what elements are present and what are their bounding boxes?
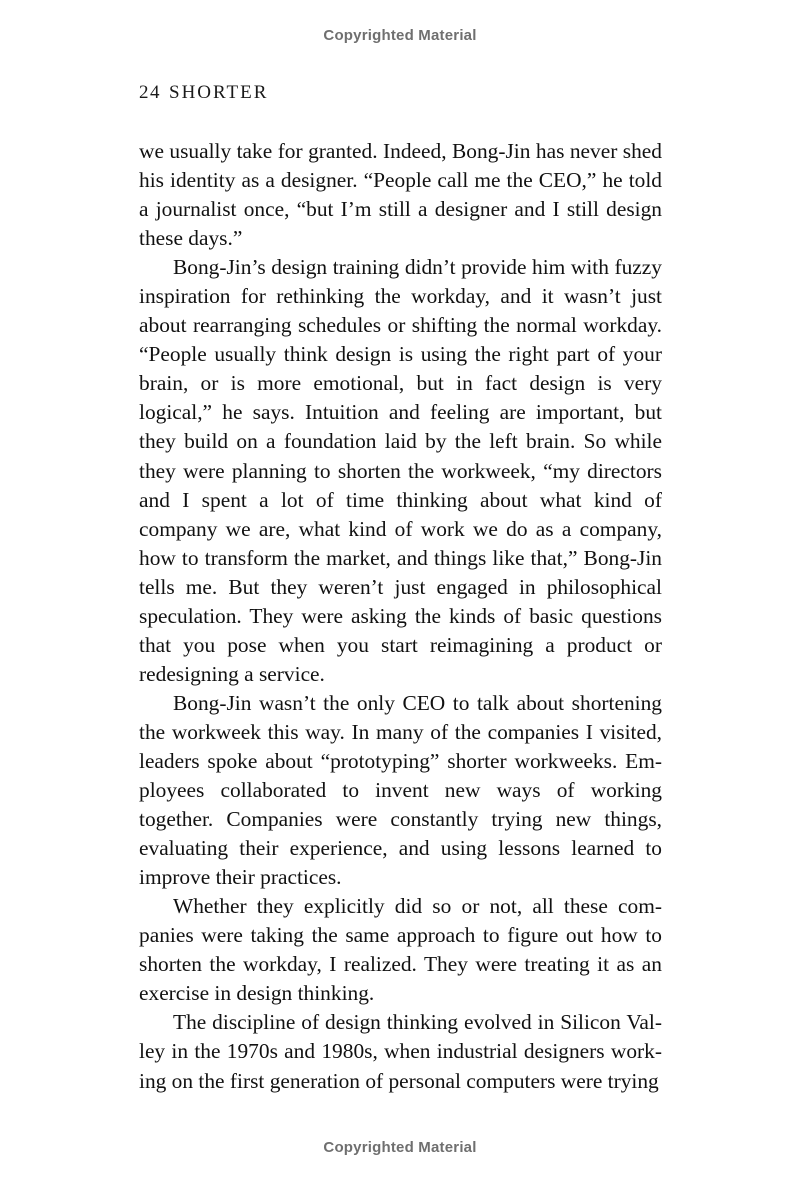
body-text <box>139 137 662 1096</box>
paragraph-2: Bong-Jin’s design training didn’t provide him with fuzzy inspiration for rethinking the workday, and it wasn’t just about rearranging schedules or shifting the normal workday. “People usually think design is using the right part of your brain, or is more emotional, but in fact design is very logical,” he says. Intuition and feeling are important, but they build on a foundation laid by the left brain. So while they were planning to shorten the workweek, “my directors and I spent a lot of time thinking about what kind of company we are, what kind of work we do as a company, how to transform the market, and things like that,” Bong-Jin tells me. But they weren’t just engaged in philosophical speculation. They were asking the kinds of basic questions that you pose when you start reimagining a product or redesigning a service. <box>139 255 662 686</box>
paragraph-3: Bong-Jin wasn’t the only CEO to talk about shortening the workweek this way. In many of the companies I visited, leaders spoke about “prototyping” shorter workweeks. Employees collaborated to invent new ways of working together. Companies were constantly trying new things, evaluating their experience, and using lessons learned to improve their practices. <box>139 690 662 890</box>
copyright-watermark-top: Copyrighted Material <box>323 27 477 44</box>
paragraph-5: The discipline of design thinking evolved in Silicon Valley in the 1970s and 1980s, when industrial designers working on the first generation of personal computers were trying <box>139 1010 662 1093</box>
running-head <box>139 82 268 104</box>
paragraph-1: we usually take for granted. Indeed, Bong-Jin has never shed his identity as a designer. “People call me the CEO,” he told a journalist once, “but I’m still a designer and I still design these days.” <box>139 139 662 251</box>
book-title: SHORTER <box>169 82 269 103</box>
copyright-watermark-bottom: Copyrighted Material <box>323 1139 477 1156</box>
page-number: 24 <box>139 82 161 103</box>
paragraph-4: Whether they explicitly did so or not, all these companies were taking the same approach to figure out how to shorten the workday, I realized. They were treating it as an exercise in design thinking. <box>139 894 662 1006</box>
